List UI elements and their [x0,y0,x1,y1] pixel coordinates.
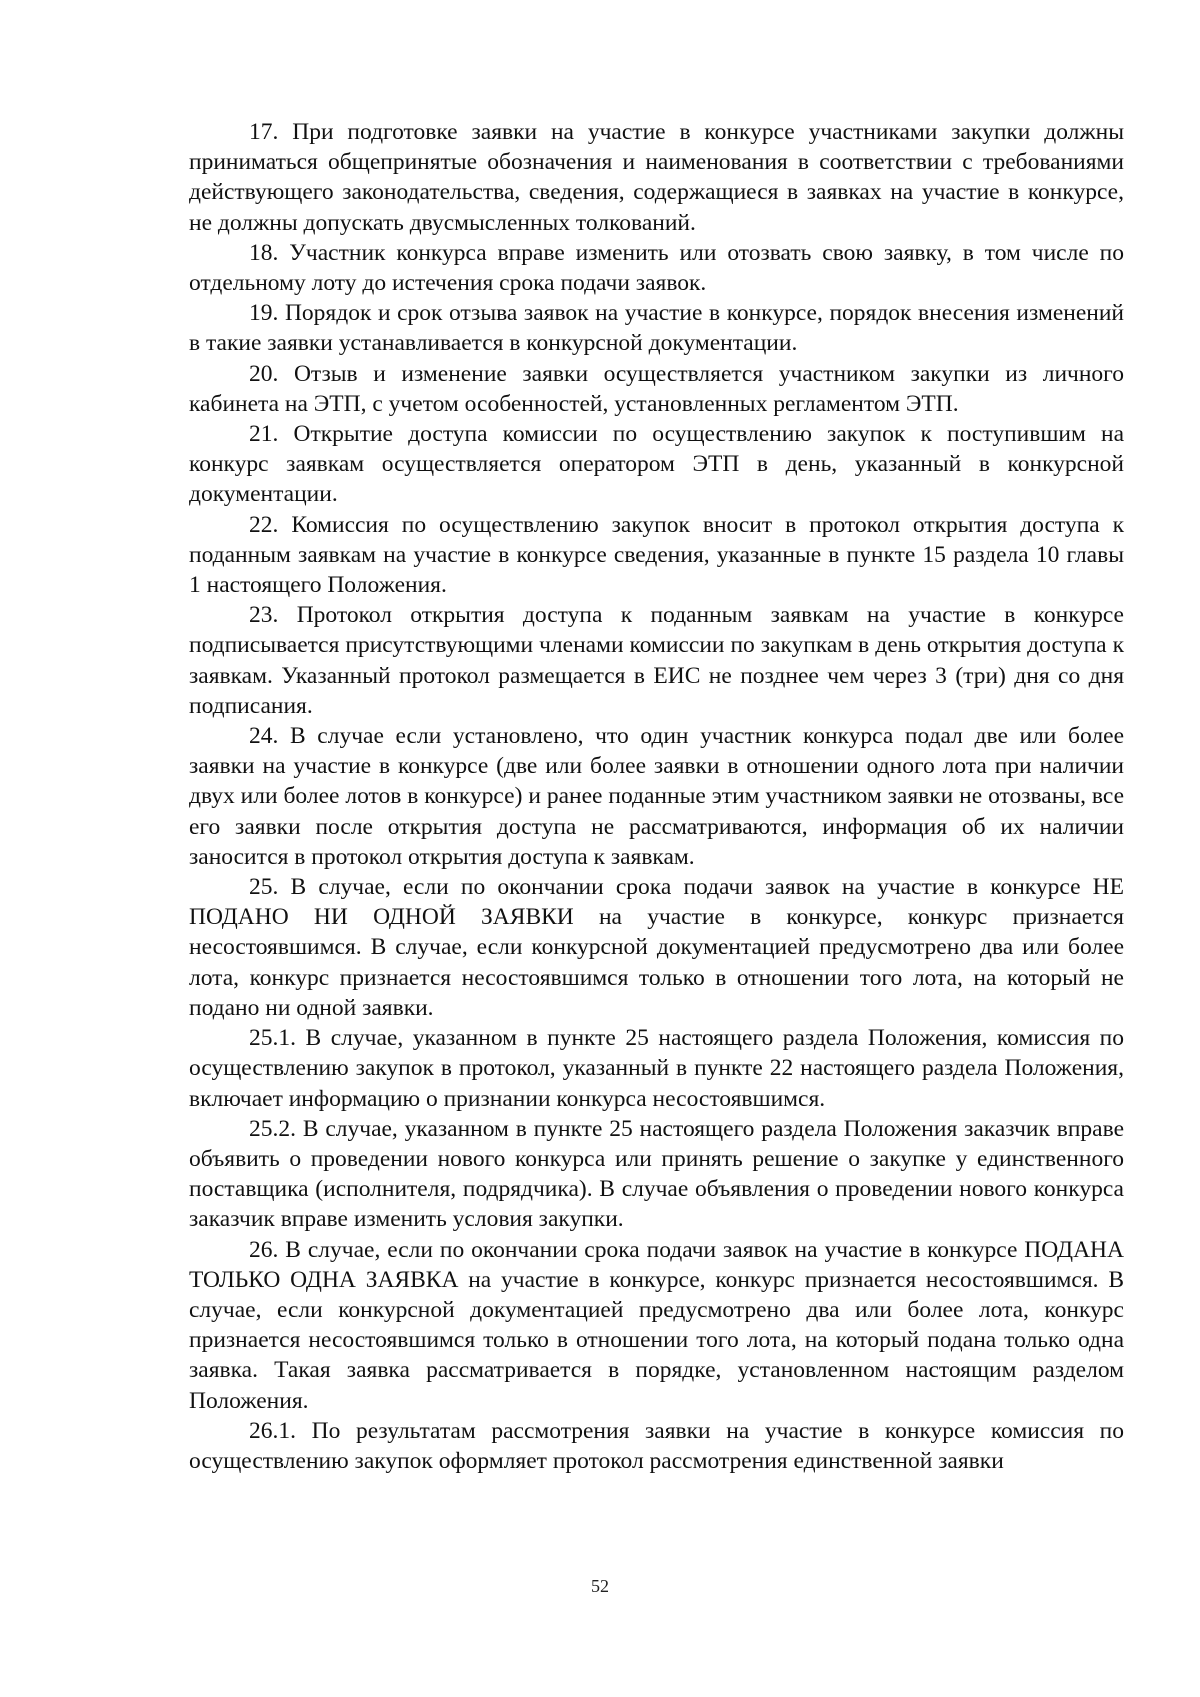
paragraph-17: 17. При подготовке заявки на участие в конкурсе участниками закупки должны приниматься общепринятые обозначения и наименования в соответствии с требованиями действующего законодательства, сведения, содержащиеся в заявках на участие в конкурсе, не должны допускать двусмысленных толкований. [189,119,1124,236]
paragraph-18: 18. Участник конкурса вправе изменить или отозвать свою заявку, в том числе по отдельному лоту до истечения срока подачи заявок. [189,239,1124,297]
paragraph-25-1: 25.1. В случае, указанном в пункте 25 настоящего раздела Положения, комиссия по осуществлению закупок в протокол, указанный в пункте 22 настоящего раздела Положения, включает информацию о признании конкурса несостоявшимся. [189,1025,1124,1112]
paragraph-26: 26. В случае, если по окончании срока подачи заявок на участие в конкурсе ПОДАНА ТОЛЬКО ОДНА ЗАЯВКА на участие в конкурсе, конкурс признается несостоявшимся. В случае, если конкурсной документацией предусмотрено два или более лота, конкурс признается несостоявшимся только в отношении того лота, на который подана только одна заявка. Такая заявка рассматривается в порядке, установленном настоящим разделом Положения. [189,1236,1124,1414]
document-body [189,117,1124,1476]
paragraph-22: 22. Комиссия по осуществлению закупок вносит в протокол открытия доступа к поданным заявкам на участие в конкурсе сведения, указанные в пункте 15 раздела 10 главы 1 настоящего Положения. [189,511,1124,599]
paragraph-24: 24. В случае если установлено, что один участник конкурса подал две или более заявки на участие в конкурсе (две или более заявки в отношении одного лота при наличии двух или более лотов в конкурсе) и ранее поданные этим участником заявки не отозваны, все его заявки после открытия доступа не рассматриваются, информация об их наличии заносится в протокол открытия доступа к заявкам. [189,723,1124,870]
paragraph-26-1: 26.1. По результатам рассмотрения заявки на участие в конкурсе комиссия по осуществлению закупок оформляет протокол рассмотрения единственной заявки [189,1417,1124,1474]
paragraph-19: 19. Порядок и срок отзыва заявок на участие в конкурсе, порядок внесения изменений в такие заявки устанавливается в конкурсной документации. [189,300,1124,357]
paragraph-21: 21. Открытие доступа комиссии по осуществлению закупок к поступившим на конкурс заявкам осуществляется оператором ЭТП в день, указанный в конкурсной документации. [189,421,1124,508]
paragraph-25: 25. В случае, если по окончании срока подачи заявок на участие в конкурсе НЕ ПОДАНО НИ ОДНОЙ ЗАЯВКИ на участие в конкурсе, конкурс признается несостоявшимся. В случае, если конкурсной документацией предусмотрено два или более лота, конкурс признается несостоявшимся только в отношении того лота, на который не подано ни одной заявки. [189,874,1124,1021]
paragraph-23: 23. Протокол открытия доступа к поданным заявкам на участие в конкурсе подписывается присутствующими членами комиссии по закупкам в день открытия доступа к заявкам. Указанный протокол размещается в ЕИС не позднее чем через 3 (три) дня со дня подписания. [189,602,1124,719]
paragraph-20: 20. Отзыв и изменение заявки осуществляется участником закупки из личного кабинета на ЭТП, с учетом особенностей, установленных регламентом ЭТП. [189,360,1124,417]
page-number: 52 [591,1576,609,1596]
paragraph-25-2: 25.2. В случае, указанном в пункте 25 настоящего раздела Положения заказчик вправе объявить о проведении нового конкурса или принять решение о закупке у единственного поставщика (исполнителя, подрядчика). В случае объявления о проведении нового конкурса заказчик вправе изменить условия закупки. [189,1115,1124,1233]
